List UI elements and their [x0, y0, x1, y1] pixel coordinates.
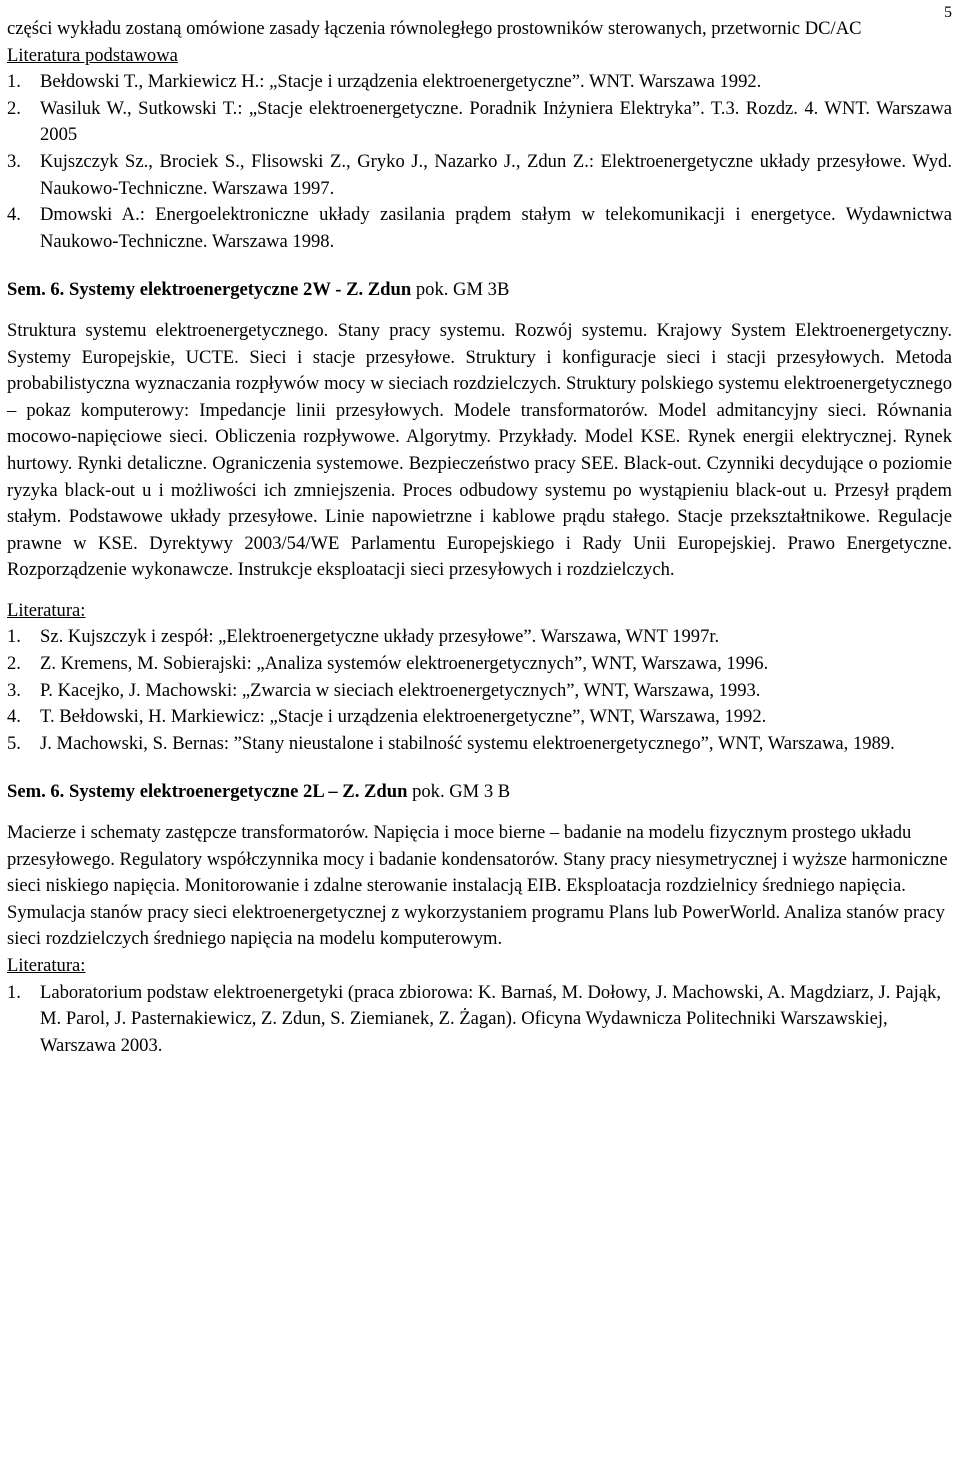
section-1-body: Struktura systemu elektroenergetycznego. Stany pracy systemu. Rozwój systemu. Krajowy System Elektroenergetyczny. Systemy Europejskie, UCTE. Sieci i stacje przesyłowe. Struktury i konfiguracje sieci i stacji przesyłowych. Metoda probabilistyczna wyznaczania rozpływów mocy w sieciach rozdzielczych. Struktury polskiego systemu elektroenergetycznego – pokaz komputerowy: Impedancje linii przesyłowych. Modele transformatorów. Model admitancyjny sieci. Równania mocowo-napięciowe sieci. Obliczenia rozpływowe. Algorytmy. Przykłady. Model KSE. Rynek energii elektrycznej. Rynek hurtowy. Rynki detaliczne. Ograniczenia systemowe. Bezpieczeństwo pracy SEE. Black-out. Czynniki decydujące o poziomie ryzyka black-out u i możliwości ich zmniejszenia. Proces odbudowy systemu po wystąpieniu black-out u. Przesył prądem stałym. Podstawowe układy przesyłowe. Linie napowietrzne i kablowe prądu stałego. Stacje przekształtnikowe. Regulacje prawne w KSE. Dyrektywy 2003/54/WE Parlamentu Europejskiego i Rady Unii Europejskiej. Prawo Energetyczne. Rozporządzenie wykonawcze. Instrukcje eksploatacji sieci przesyłowych i rozdzielczych.	[7, 319, 952, 581]
section-2-literature-list	[7, 980, 952, 1060]
literature-basic-heading: Literatura podstawowa	[7, 44, 178, 66]
list-item: 3. P. Kacejko, J. Machowski: „Zwarcia w sieciach elektroenergetycznych”, WNT, Warszawa, 1993.	[7, 679, 761, 701]
list-item: 4. T. Bełdowski, H. Markiewicz: „Stacje i urządzenia elektroenergetyczne”, WNT, Warszawa, 1992.	[7, 706, 767, 728]
section-1-literature-list	[7, 624, 952, 757]
intro-paragraph: części wykładu zostaną omówione zasady łączenia równoległego prostowników sterowanych, przetwornic DC/AC	[7, 18, 862, 39]
list-item: 2. Wasiluk W., Sutkowski T.: „Stacje elektroenergetyczne. Poradnik Inżyniera Elektryka”. T.3. Rozdz. 4. WNT. Warszawa 2005	[7, 97, 952, 146]
document-page	[7, 16, 952, 1059]
page-number: 5	[944, 4, 952, 21]
list-item: 1. Laboratorium podstaw elektroenergetyki (praca zbiorowa: K. Barnaś, M. Dołowy, J. Machowski, A. Magdziarz, J. Pająk, M. Parol, J. Pasternakiewicz, Z. Zdun, S. Ziemianek, Z. Żagan). Oficyna Wydawnicza Politechniki Warszawskiej, Warszawa 2003.	[7, 981, 942, 1056]
list-item: 1. Bełdowski T., Markiewicz H.: „Stacje i urządzenia elektroenergetyczne”. WNT. Warszawa 1992.	[7, 71, 762, 93]
list-item: 1. Sz. Kujszczyk i zespół: „Elektroenergetyczne układy przesyłowe”. Warszawa, WNT 1997r.	[7, 626, 720, 648]
section-1-literature-heading: Literatura:	[7, 599, 86, 621]
section-2-title: Sem. 6. Systemy elektroenergetyczne 2L – Z. Zdun pok. GM 3 B	[7, 781, 511, 803]
list-item: 5. J. Machowski, S. Bernas: ”Stany nieustalone i stabilność systemu elektroenergetycznego”, WNT, Warszawa, 1989.	[7, 732, 895, 754]
section-2-literature-heading: Literatura:	[7, 955, 86, 976]
list-item: 4. Dmowski A.: Energoelektroniczne układy zasilania prądem stałym w telekomunikacji i energetyce. Wydawnictwa Naukowo-Techniczne. Warszawa 1998.	[7, 204, 952, 252]
section-1-title: Sem. 6. Systemy elektroenergetyczne 2W - Z. Zdun pok. GM 3B	[7, 279, 510, 301]
list-item: 2. Z. Kremens, M. Sobierajski: „Analiza systemów elektroenergetycznych”, WNT, Warszawa, 1996.	[7, 653, 769, 675]
section-2-body: Macierze i schematy zastępcze transformatorów. Napięcia i moce bierne – badanie na modelu fizycznym prostego układu przesyłowego. Regulatory współczynnika mocy i badanie kondensatorów. Stany pracy niesymetrycznej i wyższe harmoniczne sieci niskiego napięcia. Monitorowanie i zdalne sterowanie instalacją EIB. Eksploatacja rozdzielnicy średniego napięcia. Symulacja stanów pracy sieci elektroenergetycznej z wykorzystaniem programu Plans lub PowerWorld. Analiza stanów pracy sieci rozdzielczych średniego napięcia na modelu komputerowym.	[7, 822, 948, 950]
literature-basic-list	[7, 69, 952, 255]
list-item: 3. Kujszczyk Sz., Brociek S., Flisowski Z., Gryko J., Nazarko J., Zdun Z.: Elektroenergetyczne układy przesyłowe. Wyd. Naukowo-Techniczne. Warszawa 1997.	[7, 150, 952, 199]
